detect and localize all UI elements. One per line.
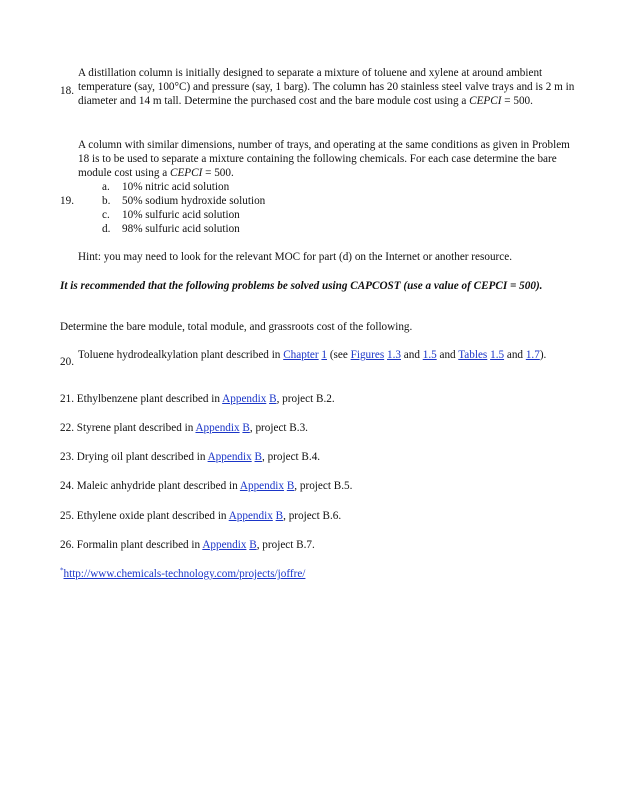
- hint-text: Hint: you may need to look for the relevant MOC for part (d) on the Internet or another resource.: [78, 251, 512, 263]
- list-item-label: d.: [102, 223, 111, 235]
- problem-18-number: 18.: [60, 85, 74, 97]
- chapter-link[interactable]: Chapter: [283, 349, 319, 361]
- problem-suffix: , project B.6.: [283, 510, 342, 522]
- appendix-b-link[interactable]: B: [286, 480, 295, 492]
- appendix-link[interactable]: Appendix: [195, 422, 240, 434]
- cepci-term: CEPCI: [169, 167, 203, 179]
- table-1-7-link[interactable]: 1.7: [525, 349, 540, 361]
- problem-19-body: A column with similar dimensions, number of trays, and operating at the same conditions as given in Problem 18 is to be used to separate a mixture containing the following chemicals. For each case determine the bare module cost using a: [78, 139, 570, 179]
- list-item-label: a.: [102, 181, 110, 193]
- list-item-text: 10% sulfuric acid solution: [122, 209, 240, 221]
- list-item: [78, 180, 578, 194]
- problem-19-tail: = 500.: [202, 167, 234, 179]
- tables-link[interactable]: Tables: [458, 349, 488, 361]
- problem-20-body: Toluene hydrodealkylation plant described in: [78, 349, 284, 361]
- determine-instruction: Determine the bare module, total module, and grassroots cost of the following.: [60, 321, 413, 333]
- appendix-link[interactable]: Appendix: [222, 393, 267, 405]
- problem-suffix: , project B.7.: [256, 539, 315, 551]
- problem-text: 26. Formalin plant described in: [60, 539, 203, 551]
- problem-21: [60, 392, 580, 406]
- appendix-b-link[interactable]: B: [249, 539, 257, 551]
- list-item-label: c.: [102, 209, 110, 221]
- list-item-text: 10% nitric acid solution: [122, 181, 230, 193]
- list-item-text: 50% sodium hydroxide solution: [122, 195, 266, 207]
- problem-22: [60, 421, 580, 435]
- footnote: [60, 567, 580, 581]
- appendix-link[interactable]: Appendix: [207, 451, 252, 463]
- text-fragment: (see: [327, 349, 351, 361]
- problem-suffix: , project B.4.: [261, 451, 321, 463]
- problem-suffix: , project B.2.: [276, 393, 335, 405]
- problem-text: 24. Maleic anhydride plant described in: [60, 480, 240, 492]
- list-item: [78, 222, 578, 236]
- appendix-link[interactable]: Appendix: [202, 539, 247, 551]
- problem-26: [60, 538, 580, 552]
- problem-20-text: [78, 348, 578, 362]
- problem-24: [60, 479, 580, 493]
- problem-19-text: [78, 138, 578, 236]
- list-item-text: 98% sulfuric acid solution: [122, 223, 240, 235]
- appendix-b-link[interactable]: B: [254, 451, 262, 463]
- list-item: [78, 194, 578, 208]
- figure-1-3-link[interactable]: 1.3: [386, 349, 401, 361]
- problem-23: [60, 450, 580, 464]
- problem-20-number: 20.: [60, 356, 74, 368]
- table-1-5-link[interactable]: 1.5: [490, 349, 505, 361]
- problem-18-tail: = 500.: [501, 95, 533, 107]
- problem-18-text: [78, 66, 578, 108]
- footnote-marker: *: [60, 566, 64, 575]
- footnote-url-link[interactable]: http://www.chemicals-technology.com/projects/joffre/: [63, 568, 306, 580]
- problem-suffix: , project B.3.: [249, 422, 308, 434]
- problem-18-body: A distillation column is initially designed to separate a mixture of toluene and xylene at around ambient temperature (say, 100°C) and pressure (say, 1 barg). The column has 20 stainless steel valve trays and is 2 m in diameter and 14 m tall. Determine the purchased cost and the bare module cost using a: [78, 67, 575, 107]
- problem-19-list: [78, 180, 578, 236]
- problem-text: 23. Drying oil plant described in: [60, 451, 208, 463]
- chapter-1-link[interactable]: 1: [321, 349, 328, 361]
- problem-text: 22. Styrene plant described in: [60, 422, 196, 434]
- text-fragment: and: [504, 349, 526, 361]
- appendix-link[interactable]: Appendix: [239, 480, 285, 492]
- text-fragment: and: [400, 349, 423, 361]
- figures-link[interactable]: Figures: [350, 349, 385, 361]
- appendix-b-link[interactable]: B: [269, 393, 277, 405]
- appendix-b-link[interactable]: B: [242, 422, 250, 434]
- text-fragment: and: [436, 349, 459, 361]
- figure-1-5-link[interactable]: 1.5: [422, 349, 437, 361]
- problem-text: 21. Ethylbenzene plant described in: [60, 393, 223, 405]
- problem-suffix: , project B.5.: [294, 480, 353, 492]
- list-item-label: b.: [102, 195, 111, 207]
- problem-25: [60, 509, 580, 523]
- appendix-link[interactable]: Appendix: [228, 510, 273, 522]
- appendix-b-link[interactable]: B: [275, 510, 284, 522]
- list-item: [78, 208, 578, 222]
- text-fragment: ).: [539, 349, 547, 361]
- recommendation-note: It is recommended that the following problems be solved using CAPCOST (use a value of CEPCI = 500).: [60, 280, 543, 292]
- problem-19-number: 19.: [60, 195, 74, 207]
- problem-text: 25. Ethylene oxide plant described in: [60, 510, 229, 522]
- cepci-term: CEPCI: [469, 95, 502, 107]
